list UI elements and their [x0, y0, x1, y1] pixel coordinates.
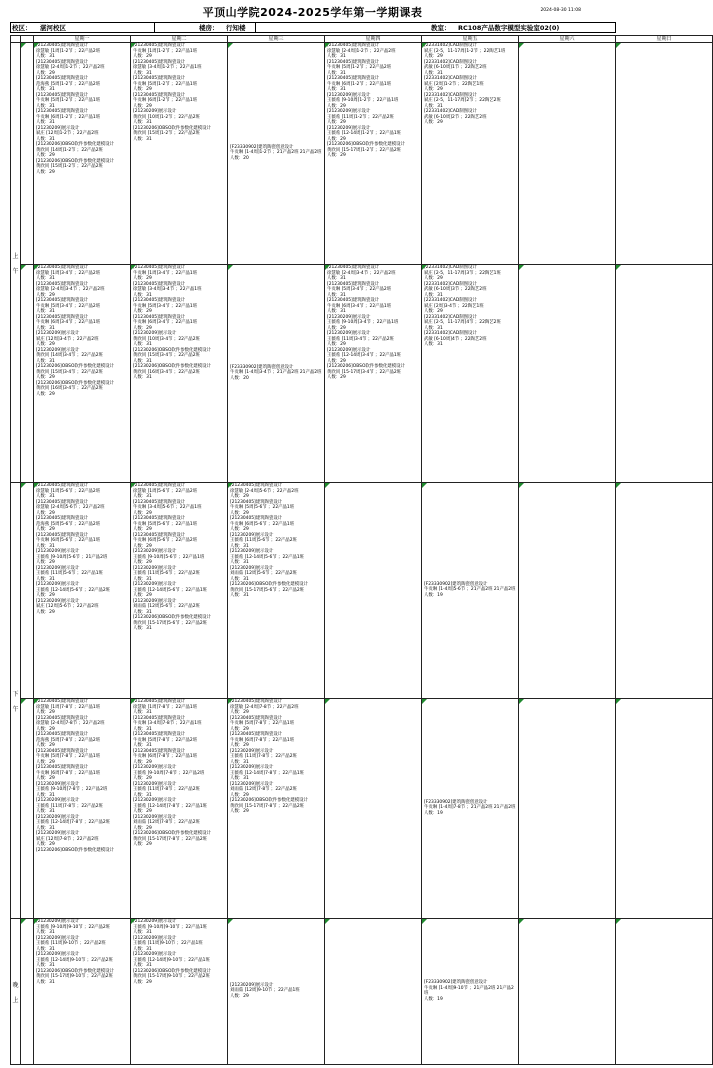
course-entries-text: [21230405]建筑陶瓷设计 徐慧敏 [1周]5-6节 ；22产晶2班 人数：31 [21230405]建筑陶瓷设计 牛贡琳 [3-4周]5-6节 ；22产晶1班 人数：29 [21230405]建筑陶瓷设计 牛贡琳 [5周]5-6节 ；22产晶1班 人数：29 [21230405]建筑陶瓷设计 牛贡琳 [6周]5-6节 ；22产晶2班 人数：29 [21230209]展示设计 王薇希 [9-10周]5-6节 ；22产晶1班 人数：29 [21230209]展示设计 王薇希 [11周]5-6节 ；22产晶2班 人数：31 [21230209]展示设计 王薇希 [12-14周]5-6节 ；22产晶1班 人数：29 [21230209]展示设计 刘雨茹 [12周]5-6节 ；22产晶2班 人数：31 [21230206]OBSO软件参数化建模设计 黄欣同 [15-17周]5-6节 ；22产晶2班 人数：31: [133, 483, 211, 631]
schedule-cell[interactable]: [325, 265, 422, 483]
schedule-cell[interactable]: [34, 699, 131, 919]
comment-marker-icon: [325, 483, 330, 488]
comment-marker-icon: [616, 265, 621, 270]
course-entries-text: [F23330902]建筑陶瓷创意设计 牛贡琳 [1-4周]1-2节 ；21产晶2班 21产晶2班 人数：20: [230, 144, 322, 161]
comment-marker-icon: [325, 43, 330, 48]
building-value: 行知楼: [226, 24, 246, 32]
schedule-cell[interactable]: [34, 265, 131, 483]
schedule-cell[interactable]: [228, 265, 325, 483]
comment-marker-icon: [325, 265, 330, 270]
comment-marker-icon: [34, 43, 39, 48]
meta-bar: [10, 22, 616, 34]
schedule-cell[interactable]: [616, 483, 713, 699]
comment-marker-icon: [422, 699, 427, 704]
comment-marker-icon: [34, 483, 39, 488]
room-value: RC108产品数字模型实验室02(0): [458, 24, 560, 32]
course-entries-text: [21230405]建筑陶瓷设计 徐慧敏 [1周]7-8节 ；22产晶1班 人数：29 [21230405]建筑陶瓷设计 徐慧敏 [2-4周]7-8节 ；22产晶2班 人数：29 [21230405]建筑陶瓷设计 范海燕 [5周]7-8节 ；22产晶2班 人数：29 [21230405]建筑陶瓷设计 牛贡琳 [5周]7-8节 ；22产晶1班 人数：29 [21230405]建筑陶瓷设计 牛贡琳 [6周]7-8节 ；22产晶1班 人数：29 [21230209]展示设计 王薇希 [9-10周]7-8节 ；22产晶2班 人数：31 [21230209]展示设计 王薇希 [11周]7-8节 ；22产晶2班 人数：31 [21230209]展示设计 王薇希 [12-14周]7-8节 ；22产晶2班 人数：31 [21230209]展示设计 斌庄 [12周]7-8节 ；22产晶2班 人数：29 [21230206]OBSO软件参数化建模设计: [36, 699, 114, 853]
printed-timestamp: 2024-08-30 11:08: [540, 8, 581, 13]
schedule-cell[interactable]: [325, 919, 422, 1065]
schedule-cell[interactable]: [616, 919, 713, 1065]
comment-marker-icon: [228, 699, 233, 704]
comment-marker-icon: [131, 265, 136, 270]
comment-marker-icon: [131, 699, 136, 704]
course-entries-text: [21230405]建筑陶瓷设计 牛贡琳 [1周]1-2节 ；22产晶1班 人数：29 [21230405]建筑陶瓷设计 徐慧敏 [3-4周]1-2节 ；22产晶1班 人数：31 [21230405]建筑陶瓷设计 牛贡琳 [5周]1-2节 ；22产晶1班 人数：29 [21230405]建筑陶瓷设计 牛贡琳 [6周]1-2节 ；22产晶1班 人数：29 [21230209]展示设计 黄欣同 [10周]1-2节 ；22产晶2班 人数：31 [21230206]OBSO软件参数化建模设计 黄欣同 [15周]1-2节 ；22产晶2班 人数：31: [133, 43, 211, 142]
comment-marker-icon: [519, 265, 524, 270]
day-header: 星期四: [325, 36, 422, 43]
schedule-cell[interactable]: [519, 919, 616, 1065]
period-row: [11, 699, 713, 919]
course-entries-text: [F23330902]建筑陶瓷创意设计 牛贡琳 [1-4周]5-6节 ；21产晶2班 21产晶2班 人数：19: [424, 581, 516, 598]
schedule-cell[interactable]: [228, 43, 325, 265]
corner-cell: [21, 36, 34, 43]
schedule-cell[interactable]: [422, 699, 519, 919]
period-marker-cell: [21, 43, 34, 265]
comment-marker-icon: [228, 919, 233, 924]
schedule-cell[interactable]: [34, 483, 131, 699]
corner-cell: [11, 36, 21, 43]
slot-label-char: 上: [12, 252, 19, 260]
comment-marker-icon: [34, 265, 39, 270]
schedule-cell[interactable]: [228, 699, 325, 919]
day-header: 星期一: [34, 36, 131, 43]
comment-marker-icon: [422, 265, 427, 270]
comment-marker-icon: [422, 483, 427, 488]
period-row: [11, 265, 713, 483]
comment-marker-icon: [616, 699, 621, 704]
timetable: [10, 35, 713, 1065]
course-entries-text: [21230209]展示设计 王薇希 [9-10周]9-10节 ；22产晶2班 人数：31 [21230209]展示设计 王薇希 [11周]9-10节 ；22产晶2班 人数：31 [21230209]展示设计 王薇希 [12-14周]9-10节 ；22产晶2班 人数：31 [21230206]OBSO软件参数化建模设计 黄欣同 [15-17周]9-10节 ；22产晶2班 人数：31: [36, 919, 114, 985]
schedule-cell[interactable]: [131, 919, 228, 1065]
schedule-cell[interactable]: [228, 483, 325, 699]
room-label: 教室：: [431, 24, 451, 32]
comment-marker-icon: [422, 919, 427, 924]
schedule-cell[interactable]: [616, 265, 713, 483]
schedule-cell[interactable]: [131, 699, 228, 919]
comment-marker-icon: [21, 265, 26, 270]
comment-marker-icon: [131, 919, 136, 924]
slot-label: [11, 483, 21, 919]
slot-label: [11, 919, 21, 1065]
comment-marker-icon: [325, 919, 330, 924]
course-entries-text: [21230405]建筑陶瓷设计 徐慧敏 [1周]5-6节 ；22产晶2班 人数：31 [21230405]建筑陶瓷设计 徐慧敏 [2-4周]5-6节 ；22产晶2班 人数：29 [21230405]建筑陶瓷设计 范海燕 [5周]5-6节 ；22产晶2班 人数：29 [21230405]建筑陶瓷设计 牛贡琳 [6周]5-6节 ；22产晶1班 人数：31 [21230209]展示设计 王薇希 [9-10周]5-6节 ；21产晶2班 人数：29 [21230209]展示设计 王薇希 [11周]5-6节 ；22产晶1班 人数：31 [21230209]展示设计 王薇希 [12-14周]5-6节 ；22产晶2班 人数：29 [21230209]展示设计 斌庄 [12周]5-6节 ；22产晶2班 人数：29: [36, 483, 111, 615]
period-row: [11, 919, 713, 1065]
day-header-row: [11, 36, 713, 43]
period-marker-cell: [21, 919, 34, 1065]
day-header: 星期五: [422, 36, 519, 43]
schedule-cell[interactable]: [616, 699, 713, 919]
course-entries-text: [21230209]展示设计 刘雨茹 [12周]9-10节 ；22产晶1班 人数：29: [230, 982, 300, 999]
course-entries-text: [F23330902]建筑陶瓷创意设计 牛贡琳 [1-4周]3-4节 ；21产晶2班 21产晶2班 人数：20: [230, 364, 322, 381]
slot-label-char: 上: [12, 996, 19, 1004]
comment-marker-icon: [34, 919, 39, 924]
period-row: [11, 43, 713, 265]
schedule-cell[interactable]: [131, 483, 228, 699]
schedule-cell[interactable]: [325, 483, 422, 699]
schedule-cell[interactable]: [422, 43, 519, 265]
campus-label: 校区：: [12, 24, 32, 32]
period-marker-cell: [21, 699, 34, 919]
comment-marker-icon: [34, 699, 39, 704]
schedule-cell[interactable]: [422, 265, 519, 483]
course-entries-text: [21230405]建筑陶瓷设计 徐慧敏 [2-4周]1-2节 ；22产晶2班 人数：31 [21230405]建筑陶瓷设计 牛贡琳 [5周]1-2节 ；22产晶2班 人数：31 [21230405]建筑陶瓷设计 牛贡琳 [6周]1-2节 ；22产晶1班 人数：31 [21230209]展示设计 王薇希 [9-10周]1-2节 ；22产晶1班 人数：29 [21230209]展示设计 王薇希 [11周]1-2节 ；22产晶2班 人数：29 [21230209]展示设计 王薇希 [12-14周]1-2节 ；22产晶1班 人数：29 [21230206]OBSO软件参数化建模设计 黄欣同 [15-17周]1-2节 ；22产晶2班 人数：29: [327, 43, 405, 158]
course-entries-text: [21230209]展示设计 王薇希 [9-10周]9-10节 ；22产晶1班 人数：31 [21230209]展示设计 王薇希 [11周]9-10节 ；22产晶1班 人数：31 [21230209]展示设计 王薇希 [12-14周]9-10节 ；22产晶1班 人数：31 [21230206]OBSO软件参数化建模设计 黄欣同 [15-17周]9-10节 ；22产晶2班 人数：29: [133, 919, 211, 985]
course-entries-text: [21230405]建筑陶瓷设计 徐慧敏 [2-4周]7-8节 ；22产晶2班 人数：29 [21230405]建筑陶瓷设计 牛贡琳 [5周]7-8节 ；22产晶1班 人数：29 [21230405]建筑陶瓷设计 牛贡琳 [6周]7-8节 ；22产晶1班 人数：29 [21230209]展示设计 王薇希 [11周]7-8节 ；22产晶2班 人数：31 [21230209]展示设计 王薇希 [12-14周]7-8节 ；22产晶1班 人数：31 [21230209]展示设计 刘雨茹 [12周]7-8节 ；22产晶2班 人数：29 [21230206]OBSO软件参数化建模设计 黄欣同 [15-17周]7-8节 ；22产晶2班 人数：29: [230, 699, 308, 814]
schedule-cell[interactable]: [325, 43, 422, 265]
course-entries-text: [22331402]CAD制图设计 斌庄 [2-5，11-17周]3节 ；22陶艺1班 人数：29 [22331402]CAD制图设计 武敏 [6-10周]3节 ；22陶艺2班 人数：31 [22331402]CAD制图设计 斌庄 [2周]3-4节 ；22陶艺1班 人数：29 [22331402]CAD制图设计 斌庄 [2-5，11-17周]4节 ；22陶艺2班 人数：31 [22331402]CAD制图设计 武敏 [6-10周]4节 ；22陶艺2班 人数：31: [424, 265, 501, 347]
course-entries-text: [F23330902]建筑陶瓷创意设计 牛贡琳 [1-4周]7-8节 ；21产晶2班 21产晶2班 人数：19: [424, 799, 516, 816]
schedule-cell[interactable]: [519, 483, 616, 699]
slot-label-char: 午: [12, 705, 19, 713]
slot-label-char: 晚: [12, 981, 19, 989]
course-entries-text: [21230405]建筑陶瓷设计 牛贡琳 [1周]3-4节 ；22产晶1班 人数：29 [21230405]建筑陶瓷设计 徐慧敏 [3-4周]3-4节 ；22产晶1班 人数：31 [21230405]建筑陶瓷设计 牛贡琳 [5周]3-4节 ；22产晶1班 人数：29 [21230405]建筑陶瓷设计 牛贡琳 [6周]3-4节 ；22产晶1班 人数：29 [21230209]展示设计 黄欣同 [10周]3-4节 ；22产晶2班 人数：31 [21230206]OBSO软件参数化建模设计 黄欣同 [15周]3-4节 ；22产晶2班 人数：31 [21230206]OBSO软件参数化建模设计 黄欣同 [16周]3-4节 ；22产晶2班 人数：31: [133, 265, 211, 380]
schedule-cell[interactable]: [422, 919, 519, 1065]
comment-marker-icon: [616, 483, 621, 488]
period-marker-cell: [21, 265, 34, 483]
period-marker-cell: [21, 483, 34, 699]
course-entries-text: [22331402]CAD制图设计 斌庄 [2-5，11-17周]1-2节 ；22陶艺1班 人数：29 [22331402]CAD制图设计 武敏 [6-10周]1节 ；22陶艺2班 人数：31 [22331402]CAD制图设计 斌庄 [2周]1-2节 ；22陶艺1班 人数：29 [22331402]CAD制图设计 斌庄 [2-5，11-17周]2节 ；22陶艺2班 人数：31 [22331402]CAD制图设计 武敏 [6-10周]2节 ；22陶艺2班 人数：29: [424, 43, 506, 125]
slot-label-char: 下: [12, 690, 19, 698]
slot-label-char: 午: [12, 267, 19, 275]
schedule-cell[interactable]: [228, 919, 325, 1065]
comment-marker-icon: [21, 483, 26, 488]
comment-marker-icon: [21, 919, 26, 924]
course-entries-text: [21230405]建筑陶瓷设计 徐慧敏 [1周]1-2节 ；22产晶2班 人数：31 [21230405]建筑陶瓷设计 徐慧敏 [2-4周]1-2节 ；22产晶2班 人数：29 [21230405]建筑陶瓷设计 范海燕 [5周]1-2节 ；22产晶2班 人数：31 [21230405]建筑陶瓷设计 牛贡琳 [5周]1-2节 ；22产晶1班 人数：31 [21230405]建筑陶瓷设计 牛贡琳 [6周]1-2节 ；22产晶1班 人数：31 [21230209]展示设计 斌庄 [12周]1-2节 ；22产晶2班 人数：31 [21230206]OBSO软件参数化建模设计 黄欣同 [14周]1-2节 ；22产晶2班 人数：29 [21230206]OBSO软件参数化建模设计 黄欣同 [15周]1-2节 ；22产晶2班 人数：29: [36, 43, 114, 175]
comment-marker-icon: [228, 265, 233, 270]
comment-marker-icon: [616, 43, 621, 48]
course-entries-text: [F23330902]建筑陶瓷创意设计 牛贡琳 [1-4周]9-10节 ；21产晶2班 21产晶2班 人数：19: [424, 980, 514, 1002]
period-row: [11, 483, 713, 699]
comment-marker-icon: [131, 483, 136, 488]
course-entries-text: [21230405]建筑陶瓷设计 徐慧敏 [1周]3-4节 ；22产晶2班 人数：31 [21230405]建筑陶瓷设计 徐慧敏 [2-4周]3-4节 ；22产晶2班 人数：29 [21230405]建筑陶瓷设计 牛贡琳 [5周]3-4节 ；22产晶2班 人数：31 [21230405]建筑陶瓷设计 牛贡琳 [6周]3-4节 ；22产晶1班 人数：31 [21230209]展示设计 斌庄 [12周]3-4节 ；22产晶2班 人数：29 [21230209]展示设计 黄欣同 [14周]3-4节 ；22产晶2班 人数：31 [21230206]OBSO软件参数化建模设计 黄欣同 [15周]3-4节 ；22产晶2班 人数：29 [21230206]OBSO软件参数化建模设计 黄欣同 [16周]3-4节 ；22产晶2班 人数：29: [36, 265, 114, 397]
course-entries-text: [21230405]建筑陶瓷设计 徐慧敏 [2-4周]5-6节 ；22产晶2班 人数：29 [21230405]建筑陶瓷设计 牛贡琳 [5周]5-6节 ；22产晶1班 人数：29 [21230405]建筑陶瓷设计 牛贡琳 [6周]5-6节 ；22产晶1班 人数：29 [21230209]展示设计 王薇希 [11周]5-6节 ；22产晶2班 人数：31 [21230209]展示设计 王薇希 [12-14周]5-6节 ；22产晶1班 人数：31 [21230209]展示设计 刘雨茹 [12周]5-6节 ；22产晶2班 人数：31 [21230206]OBSO软件参数化建模设计 黄欣同 [15-17周]5-6节 ；22产晶2班 人数：31: [230, 483, 308, 598]
page-title: 平顶山学院2024-2025学年第一学期课表: [202, 6, 423, 19]
day-header: 星期三: [228, 36, 325, 43]
comment-marker-icon: [325, 699, 330, 704]
schedule-cell[interactable]: [616, 43, 713, 265]
comment-marker-icon: [422, 43, 427, 48]
comment-marker-icon: [228, 483, 233, 488]
comment-marker-icon: [519, 919, 524, 924]
course-entries-text: [21230405]建筑陶瓷设计 徐慧敏 [2-4周]3-4节 ；22产晶2班 人数：31 [21230405]建筑陶瓷设计 牛贡琳 [5周]3-4节 ；22产晶2班 人数：31 [21230405]建筑陶瓷设计 牛贡琳 [6周]3-4节 ；22产晶1班 人数：31 [21230209]展示设计 王薇希 [9-10周]3-4节 ；22产晶1班 人数：29 [21230209]展示设计 王薇希 [11周]3-4节 ；22产晶2班 人数：29 [21230209]展示设计 王薇希 [12-14周]3-4节 ；22产晶1班 人数：29 [21230206]OBSO软件参数化建模设计 黄欣同 [15-17周]3-4节 ；22产晶2班 人数：29: [327, 265, 405, 380]
day-header: 星期六: [519, 36, 616, 43]
comment-marker-icon: [21, 699, 26, 704]
comment-marker-icon: [21, 43, 26, 48]
schedule-cell[interactable]: [131, 43, 228, 265]
schedule-cell[interactable]: [519, 43, 616, 265]
comment-marker-icon: [228, 43, 233, 48]
schedule-cell[interactable]: [519, 265, 616, 483]
schedule-cell[interactable]: [422, 483, 519, 699]
day-header: 星期二: [131, 36, 228, 43]
comment-marker-icon: [519, 43, 524, 48]
slot-label: [11, 43, 21, 483]
campus-value: 湛河校区: [40, 24, 66, 32]
schedule-cell[interactable]: [325, 699, 422, 919]
schedule-cell[interactable]: [519, 699, 616, 919]
schedule-cell[interactable]: [34, 919, 131, 1065]
course-entries-text: [21230405]建筑陶瓷设计 徐慧敏 [1周]7-8节 ；22产晶1班 人数：31 [21230405]建筑陶瓷设计 牛贡琳 [3-4周]7-8节 ；22产晶1班 人数：31 [21230405]建筑陶瓷设计 牛贡琳 [5周]7-8节 ；22产晶2班 人数：31 [21230405]建筑陶瓷设计 牛贡琳 [6周]7-8节 ；22产晶1班 人数：29 [21230209]展示设计 王薇希 [9-10周]7-8节 ；22产晶2班 人数：29 [21230209]展示设计 王薇希 [11周]7-8节 ；22产晶2班 人数：31 [21230209]展示设计 王薇希 [12-14周]7-8节 ；22产晶1班 人数：29 [21230209]展示设计 刘雨茹 [12周]7-8节 ；22产晶2班 人数：29 [21230206]OBSO软件参数化建模设计 黄欣同 [15-17周]7-8节 ；22产晶2班 人数：29: [133, 699, 211, 847]
comment-marker-icon: [616, 919, 621, 924]
comment-marker-icon: [131, 43, 136, 48]
day-header: 星期日: [616, 36, 713, 43]
schedule-cell[interactable]: [131, 265, 228, 483]
building-label: 楼房：: [199, 24, 219, 32]
comment-marker-icon: [519, 699, 524, 704]
comment-marker-icon: [519, 483, 524, 488]
schedule-cell[interactable]: [34, 43, 131, 265]
